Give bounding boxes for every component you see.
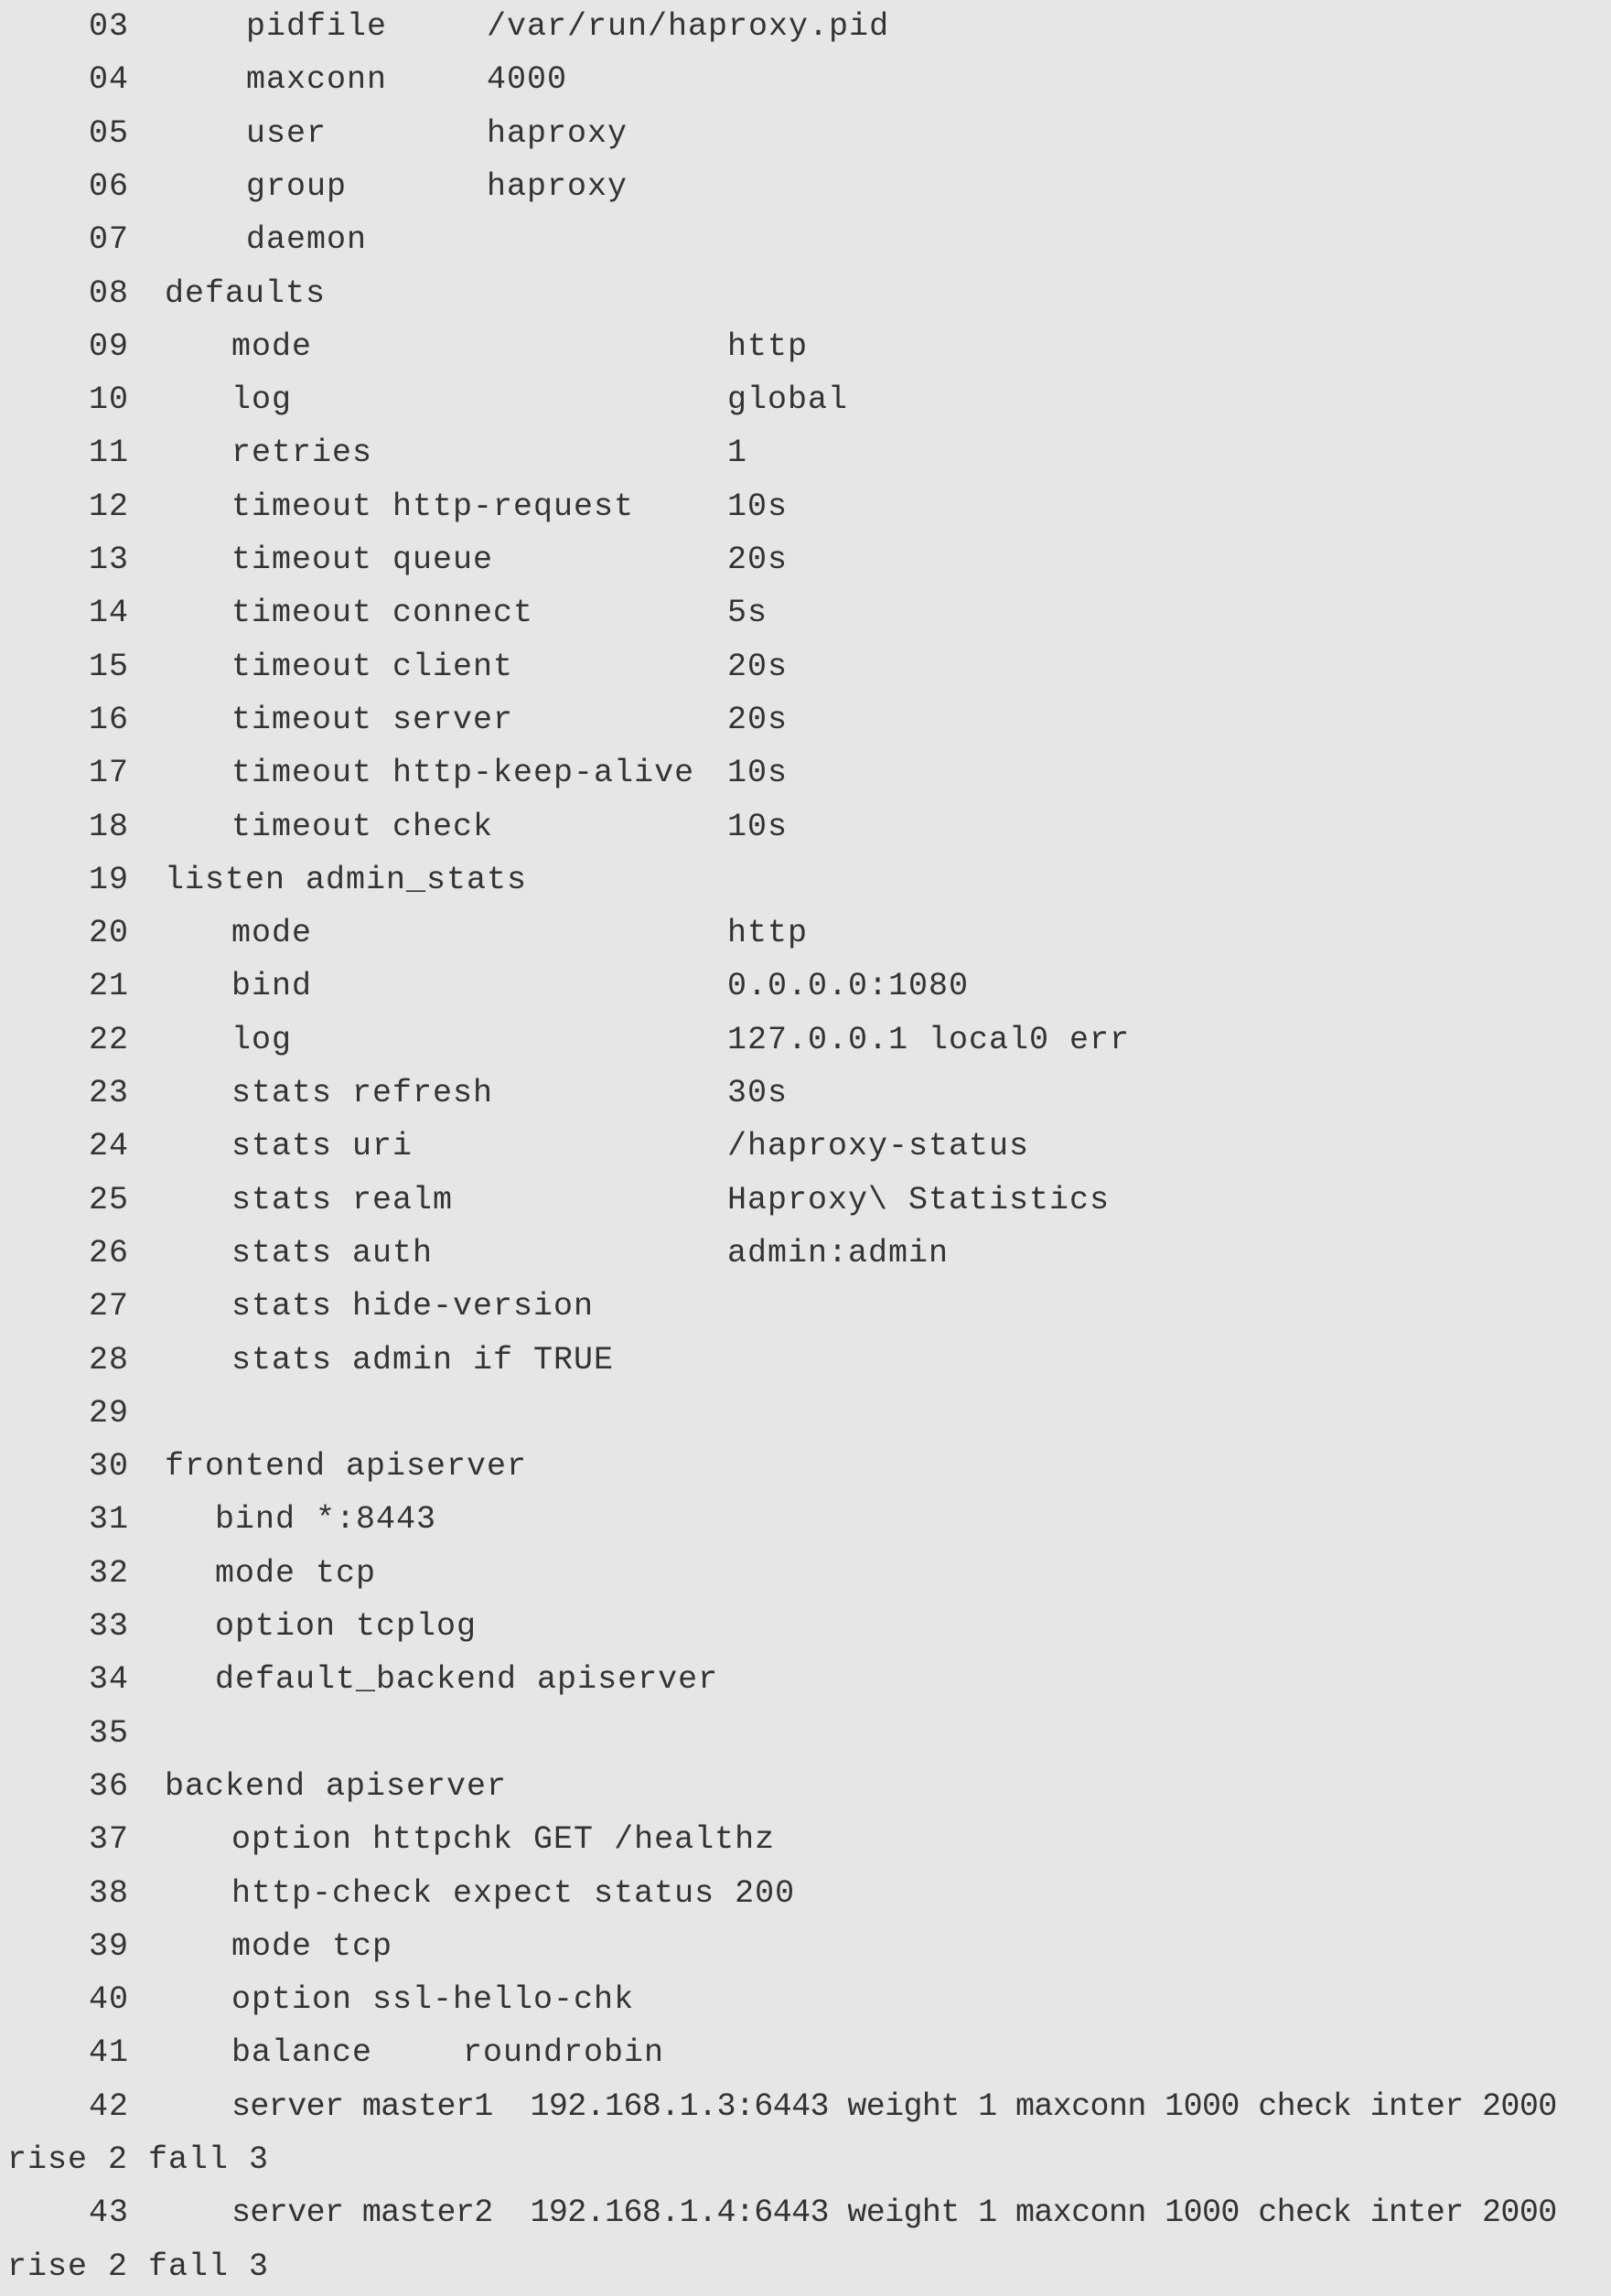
code-directive: frontend apiserver — [165, 1448, 528, 1486]
code-value: 30s — [727, 1075, 789, 1111]
code-directive: backend apiserver — [165, 1767, 508, 1805]
line-number: 36 — [89, 1767, 130, 1805]
code-value: 4000 — [487, 61, 568, 99]
code-directive: stats uri — [231, 1128, 413, 1165]
code-line — [0, 426, 1611, 479]
code-directive: listen admin_stats — [165, 861, 528, 898]
line-number: 31 — [89, 1501, 130, 1539]
line-number: 12 — [89, 488, 130, 525]
code-directive: group — [246, 167, 348, 205]
line-number: 32 — [89, 1554, 130, 1592]
line-number: 04 — [89, 61, 130, 99]
code-line — [0, 1653, 1611, 1706]
code-line — [0, 1600, 1611, 1653]
line-number: 40 — [89, 1981, 130, 2019]
line-number: 05 — [89, 114, 130, 152]
line-number: 27 — [89, 1288, 130, 1325]
code-line — [0, 853, 1611, 907]
code-directive: defaults — [165, 274, 327, 312]
code-line — [0, 960, 1611, 1013]
code-line — [0, 1174, 1611, 1227]
line-number: 03 — [89, 8, 130, 45]
code-directive: stats realm — [231, 1181, 454, 1218]
code-directive: maxconn — [246, 61, 388, 99]
code-directive: timeout check — [231, 808, 494, 845]
code-line — [0, 1120, 1611, 1173]
code-directive: default_backend apiserver — [215, 1661, 719, 1699]
code-value: roundrobin — [463, 2034, 665, 2072]
line-number: 17 — [89, 755, 130, 792]
code-value: 127.0.0.1 local0 err — [727, 1021, 1131, 1058]
code-directive: log — [231, 1021, 293, 1058]
code-line — [0, 1760, 1611, 1813]
code-directive: stats admin if TRUE — [231, 1341, 615, 1379]
code-directive: stats refresh — [231, 1075, 494, 1111]
code-directive: timeout client — [231, 648, 514, 685]
code-directive: timeout queue — [231, 542, 494, 578]
code-line — [0, 533, 1611, 586]
code-line — [0, 1227, 1611, 1280]
code-directive: mode — [231, 327, 313, 365]
line-number: 14 — [89, 595, 130, 632]
code-value: http — [727, 915, 809, 952]
line-number: 21 — [89, 968, 130, 1005]
code-line — [0, 1334, 1611, 1387]
code-line-continuation: rise 2 fall 3 — [7, 2141, 270, 2178]
line-number: 39 — [89, 1927, 130, 1965]
code-directive: mode tcp — [215, 1554, 377, 1592]
code-line — [0, 320, 1611, 373]
line-number: 43 — [89, 2194, 130, 2232]
code-line — [0, 800, 1611, 853]
code-line — [0, 267, 1611, 320]
code-directive: log — [231, 381, 293, 419]
code-line — [0, 1867, 1611, 1920]
code-line — [0, 640, 1611, 693]
line-number: 33 — [89, 1608, 130, 1645]
line-number: 11 — [89, 435, 130, 472]
code-line — [0, 373, 1611, 426]
code-directive: mode tcp — [231, 1927, 393, 1965]
line-number: 07 — [89, 221, 130, 259]
line-number: 06 — [89, 167, 130, 205]
line-number: 29 — [89, 1394, 130, 1432]
code-line — [0, 53, 1611, 106]
code-value: haproxy — [487, 114, 628, 152]
code-line — [0, 1920, 1611, 1973]
code-line — [0, 586, 1611, 639]
code-directive: option ssl-hello-chk — [231, 1981, 635, 2019]
code-directive: balance — [231, 2034, 373, 2072]
line-number: 42 — [89, 2087, 130, 2125]
line-number: 13 — [89, 542, 130, 578]
line-number: 24 — [89, 1128, 130, 1165]
line-number: 20 — [89, 915, 130, 952]
code-line — [0, 1014, 1611, 1067]
code-line — [0, 1547, 1611, 1600]
code-line — [0, 2080, 1611, 2133]
code-value: 10s — [727, 488, 789, 525]
code-line — [0, 2186, 1611, 2239]
code-value: 0.0.0.0:1080 — [727, 968, 970, 1005]
code-value: 10s — [727, 755, 789, 792]
line-number: 09 — [89, 327, 130, 365]
code-directive: bind — [231, 968, 313, 1005]
code-directive: option httpchk GET /healthz — [231, 1821, 776, 1859]
code-value: haproxy — [487, 167, 628, 205]
line-number: 38 — [89, 1874, 130, 1912]
code-directive: timeout server — [231, 701, 514, 738]
code-directive: user — [246, 114, 328, 152]
line-number: 08 — [89, 274, 130, 312]
code-directive: timeout http-request — [231, 488, 635, 525]
code-value: 20s — [727, 648, 789, 685]
code-directive: stats hide-version — [231, 1288, 595, 1325]
code-directive: server master2 192.168.1.4:6443 weight 1 maxconn 1000 check inter 2000 — [231, 2194, 1557, 2232]
line-number: 30 — [89, 1448, 130, 1486]
code-value: 20s — [727, 542, 789, 578]
code-directive: stats auth — [231, 1234, 434, 1271]
line-number: 15 — [89, 648, 130, 685]
code-line — [0, 907, 1611, 960]
code-directive: timeout http-keep-alive — [231, 755, 695, 792]
line-number: 25 — [89, 1181, 130, 1218]
code-line — [0, 1440, 1611, 1493]
code-directive: retries — [231, 435, 373, 472]
line-number: 16 — [89, 701, 130, 738]
code-directive: mode — [231, 915, 313, 952]
code-line — [0, 213, 1611, 266]
code-directive: pidfile — [246, 8, 388, 45]
code-value: admin:admin — [727, 1234, 950, 1271]
code-line — [0, 160, 1611, 213]
code-value: /var/run/haproxy.pid — [487, 8, 890, 45]
code-value: global — [727, 381, 849, 419]
line-number: 35 — [89, 1714, 130, 1752]
code-line — [0, 1493, 1611, 1546]
code-value: /haproxy-status — [727, 1128, 1030, 1165]
code-directive: http-check expect status 200 — [231, 1874, 796, 1912]
code-line — [0, 693, 1611, 746]
code-value: 1 — [727, 435, 748, 472]
code-line — [0, 1813, 1611, 1866]
line-number: 18 — [89, 808, 130, 845]
line-number: 28 — [89, 1341, 130, 1379]
code-value: 10s — [727, 808, 789, 845]
code-directive: option tcplog — [215, 1608, 478, 1645]
code-line — [0, 1067, 1611, 1120]
code-directive: bind *:8443 — [215, 1501, 437, 1539]
code-value: Haproxy\ Statistics — [727, 1181, 1111, 1218]
code-directive: daemon — [246, 221, 368, 259]
code-line — [0, 746, 1611, 799]
line-number: 22 — [89, 1021, 130, 1058]
code-line — [0, 1973, 1611, 2026]
line-number: 10 — [89, 381, 130, 419]
line-number: 41 — [89, 2034, 130, 2072]
code-line — [0, 1280, 1611, 1333]
code-line — [0, 2026, 1611, 2079]
code-directive: timeout connect — [231, 595, 534, 632]
line-number: 19 — [89, 861, 130, 898]
code-line-continuation: rise 2 fall 3 — [7, 2248, 270, 2285]
code-directive: server master1 192.168.1.3:6443 weight 1 maxconn 1000 check inter 2000 — [231, 2087, 1557, 2125]
code-value: 20s — [727, 701, 789, 738]
code-line — [0, 0, 1611, 53]
code-line — [0, 1387, 1611, 1440]
code-line — [0, 1707, 1611, 1760]
line-number: 34 — [89, 1661, 130, 1699]
line-number: 23 — [89, 1075, 130, 1111]
code-line — [0, 107, 1611, 160]
code-value: http — [727, 327, 809, 365]
line-number: 37 — [89, 1821, 130, 1859]
code-line — [0, 480, 1611, 533]
code-value: 5s — [727, 595, 768, 632]
line-number: 26 — [89, 1234, 130, 1271]
